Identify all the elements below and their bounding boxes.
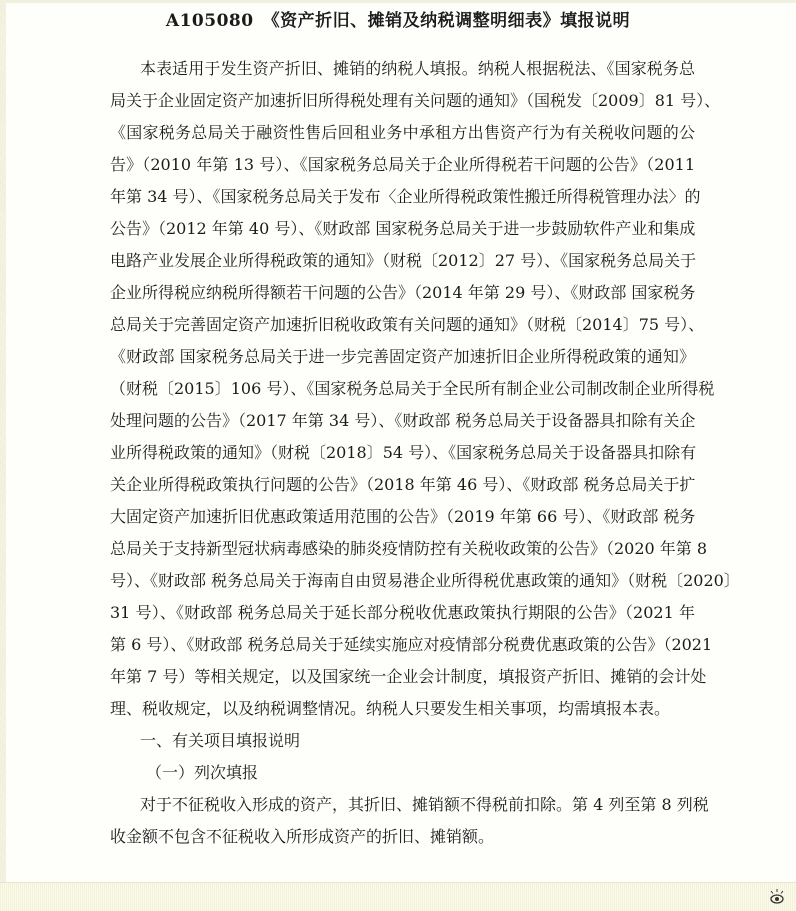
paragraph-line: 31 号）、《财政部 税务总局关于延长部分税收优惠政策执行期限的公告》（2021 年 <box>110 603 695 622</box>
paragraph-line: 局关于企业固定资产加速折旧所得税处理有关问题的通知》（国税发〔2009〕81 号）、 <box>110 91 721 110</box>
eye-icon[interactable] <box>768 888 786 906</box>
paragraph-line: 理、税收规定，以及纳税调整情况。纳税人只要发生相关事项，均需填报本表。 <box>110 699 671 718</box>
paragraph-line: 第 6 号）、《财政部 税务总局关于延续实施应对疫情部分税费优惠政策的公告》（2021 <box>110 635 713 654</box>
paragraph-line: 本表适用于发生资产折旧、摊销的纳税人填报。纳税人根据税法、《国家税务总 <box>140 59 695 78</box>
paragraph-line: 告》（2010 年第 13 号）、《国家税务总局关于企业所得税若干问题的公告》（2011 <box>110 155 695 174</box>
section-heading: 一、有关项目填报说明 <box>140 731 301 750</box>
paragraph-line: 企业所得税应纳税所得额若干问题的公告》（2014 年第 29 号）、《财政部 国家税务 <box>110 283 696 302</box>
paragraph-line: 号）、《财政部 税务总局关于海南自由贸易港企业所得税优惠政策的通知》（财税〔2020〕 <box>110 571 740 590</box>
paragraph-line: 《国家税务总局关于融资性售后回租业务中承租方出售资产行为有关税收问题的公 <box>110 123 695 142</box>
document-title: A105080 《资产折旧、摊销及纳税调整明细表》填报说明 <box>165 11 631 31</box>
paragraph-line: 公告》（2012 年第 40 号）、《财政部 国家税务总局关于进一步鼓励软件产业和集成 <box>110 219 696 238</box>
paragraph-line: 电路产业发展企业所得税政策的通知》（财税〔2012〕27 号）、《国家税务总局关于 <box>110 251 697 270</box>
paragraph-line: 关企业所得税政策执行问题的公告》（2018 年第 46 号）、《财政部 税务总局关于扩 <box>110 475 696 494</box>
paragraph-line: 大固定资产加速折旧优惠政策适用范围的公告》（2019 年第 66 号）、《财政部 税务 <box>110 507 696 526</box>
paragraph-line: 年第 34 号）、《国家税务总局关于发布〈企业所得税政策性搬迁所得税管理办法〉的 <box>110 187 701 206</box>
subsection-heading: （一）列次填报 <box>146 763 259 782</box>
subsection-line: 收金额不包含不征税收入所形成资产的折旧、摊销额。 <box>110 827 495 846</box>
paragraph-line: 《财政部 国家税务总局关于进一步完善固定资产加速折旧企业所得税政策的通知》 <box>110 347 695 366</box>
paragraph-line: 总局关于完善固定资产加速折旧税收政策有关问题的通知》（财税〔2014〕75 号）、 <box>110 315 705 334</box>
status-bar <box>0 882 796 911</box>
subsection-line: 对于不征税收入形成的资产，其折旧、摊销额不得税前扣除。第 4 列至第 8 列税 <box>140 795 709 814</box>
paragraph-line: （财税〔2015〕106 号）、《国家税务总局关于全民所有制企业公司制改制企业所得税 <box>110 379 715 398</box>
top-border <box>0 0 796 3</box>
left-border <box>0 0 6 882</box>
paragraph-line: 总局关于支持新型冠状病毒感染的肺炎疫情防控有关税收政策的公告》（2020 年第 8 <box>110 539 708 558</box>
paragraph-line: 业所得税政策的通知》（财税〔2018〕54 号）、《国家税务总局关于设备器具扣除有 <box>110 443 697 462</box>
paragraph-line: 年第 7 号）等相关规定，以及国家统一企业会计制度，填报资产折旧、摊销的会计处 <box>110 667 707 686</box>
paragraph-line: 处理问题的公告》（2017 年第 34 号）、《财政部 税务总局关于设备器具扣除有关企 <box>110 411 696 430</box>
